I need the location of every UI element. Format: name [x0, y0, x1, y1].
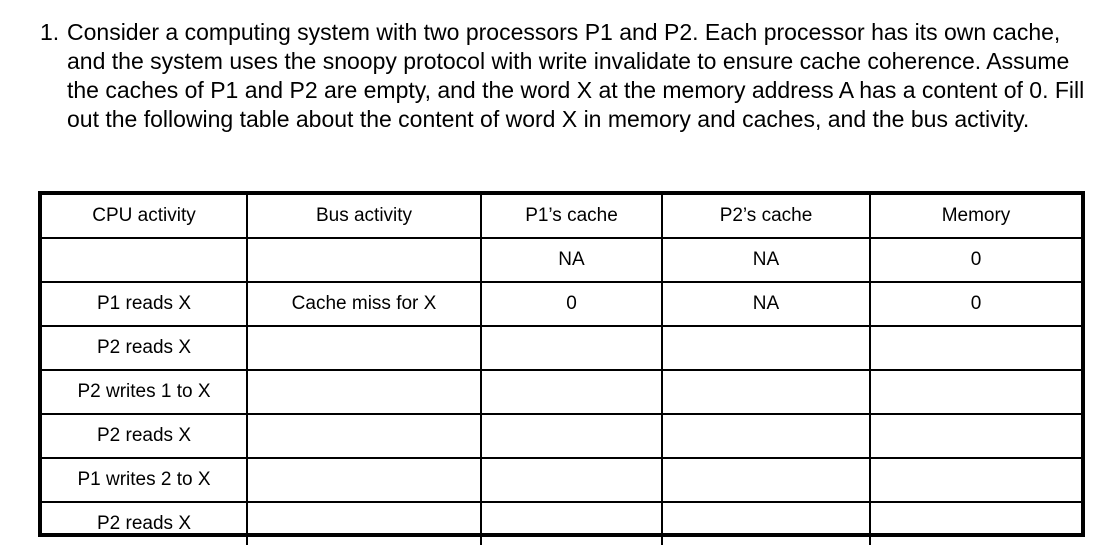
bus-activity-cell — [247, 458, 481, 502]
p2-cache-cell — [662, 458, 870, 502]
table-header-row — [42, 195, 1081, 238]
cpu-activity-cell: P1 writes 2 to X — [42, 458, 247, 502]
memory-cell: 0 — [870, 282, 1081, 326]
cpu-activity-cell: P2 reads X — [42, 414, 247, 458]
table-row — [42, 326, 1081, 370]
p1-cache-cell: NA — [481, 238, 662, 282]
p2-cache-cell — [662, 370, 870, 414]
header-p1-cache: P1’s cache — [481, 195, 662, 238]
p2-cache-cell — [662, 326, 870, 370]
p1-cache-cell — [481, 414, 662, 458]
p2-cache-cell: NA — [662, 238, 870, 282]
question-number: 1. — [40, 19, 60, 45]
bus-activity-cell — [247, 326, 481, 370]
p1-cache-cell — [481, 326, 662, 370]
cpu-activity-cell: P1 reads X — [42, 282, 247, 326]
table-row — [42, 502, 1081, 545]
bus-activity-cell — [247, 414, 481, 458]
question-text: Consider a computing system with two processors P1 and P2. Each processor has its own cache, and the system uses the snoopy protocol with write invalidate to ensure cache coherence. Assume the caches of P1 and P2 are empty, and the word X at the memory address A has a content of 0. Fill out the following table about the content of word X in memory and caches, and the bus activity. — [67, 19, 1085, 132]
p2-cache-cell — [662, 502, 870, 545]
memory-cell: 0 — [870, 238, 1081, 282]
table-row — [42, 238, 1081, 282]
memory-cell — [870, 326, 1081, 370]
p1-cache-cell: 0 — [481, 282, 662, 326]
cpu-activity-cell — [42, 238, 247, 282]
bus-activity-cell — [247, 238, 481, 282]
p1-cache-cell — [481, 458, 662, 502]
cpu-activity-cell: P2 writes 1 to X — [42, 370, 247, 414]
answer-table — [38, 191, 1085, 537]
memory-cell — [870, 370, 1081, 414]
p2-cache-cell — [662, 414, 870, 458]
table-row — [42, 282, 1081, 326]
p1-cache-cell — [481, 370, 662, 414]
table-row — [42, 370, 1081, 414]
memory-cell — [870, 458, 1081, 502]
p1-cache-cell — [481, 502, 662, 545]
p2-cache-cell: NA — [662, 282, 870, 326]
cpu-activity-cell: P2 reads X — [42, 326, 247, 370]
table-row — [42, 458, 1081, 502]
memory-cell — [870, 414, 1081, 458]
table-row — [42, 414, 1081, 458]
question-block — [40, 18, 1100, 134]
coherence-table — [42, 195, 1081, 545]
cpu-activity-cell: P2 reads X — [42, 502, 247, 545]
header-cpu-activity: CPU activity — [42, 195, 247, 238]
bus-activity-cell — [247, 502, 481, 545]
memory-cell — [870, 502, 1081, 545]
header-memory: Memory — [870, 195, 1081, 238]
bus-activity-cell — [247, 370, 481, 414]
header-p2-cache: P2’s cache — [662, 195, 870, 238]
bus-activity-cell: Cache miss for X — [247, 282, 481, 326]
header-bus-activity: Bus activity — [247, 195, 481, 238]
